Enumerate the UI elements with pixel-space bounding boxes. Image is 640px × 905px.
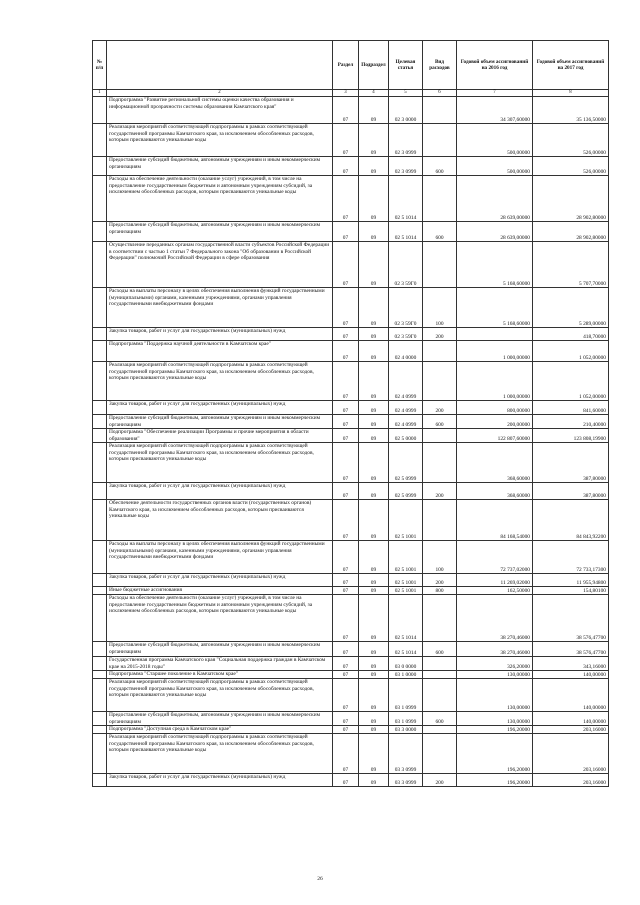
row-number-cell bbox=[93, 362, 107, 401]
row-section-cell: 07 bbox=[333, 500, 359, 541]
column-number: 8 bbox=[533, 90, 609, 97]
row-target-article-cell: 03 3 0999 bbox=[389, 734, 423, 774]
row-volume-2017-cell: 35 136,50000 bbox=[533, 97, 609, 124]
row-subsection-cell: 09 bbox=[359, 328, 389, 341]
row-volume-2016-cell: 28 639,00000 bbox=[457, 222, 533, 242]
row-section-cell: 07 bbox=[333, 483, 359, 500]
row-number-cell bbox=[93, 574, 107, 587]
row-subsection-cell: 09 bbox=[359, 500, 389, 541]
table-row bbox=[93, 483, 609, 500]
row-target-article-cell: 02 3 59Г0 bbox=[389, 242, 423, 288]
row-volume-2016-cell: 800,00000 bbox=[457, 401, 533, 415]
row-number-cell bbox=[93, 415, 107, 429]
row-expense-type-cell: 600 bbox=[423, 712, 457, 726]
row-subsection-cell: 09 bbox=[359, 671, 389, 679]
header-expense-type: Вид расходов bbox=[423, 41, 457, 90]
table-row bbox=[93, 341, 609, 362]
row-volume-2016-cell: 130,00000 bbox=[457, 679, 533, 712]
row-number-cell bbox=[93, 587, 107, 595]
row-expense-type-cell bbox=[423, 362, 457, 401]
row-target-article-cell: 02 5 0999 bbox=[389, 483, 423, 500]
row-expense-type-cell bbox=[423, 734, 457, 774]
row-number-cell bbox=[93, 774, 107, 787]
row-expense-type-cell bbox=[423, 679, 457, 712]
row-target-article-cell: 02 4 0000 bbox=[389, 341, 423, 362]
row-name-cell: Реализация мероприятий соответствующей подпрограммы в рамках соответствующей государственной программы Камчатского края, за исключением обособленных расходов, которым присваиваются уникальные коды bbox=[107, 362, 333, 401]
row-volume-2016-cell: 200,00000 bbox=[457, 415, 533, 429]
row-volume-2016-cell: 196,20000 bbox=[457, 774, 533, 787]
table-body bbox=[93, 97, 609, 787]
row-number-cell bbox=[93, 242, 107, 288]
table-header-row bbox=[93, 41, 609, 90]
row-volume-2016-cell: 500,00000 bbox=[457, 124, 533, 157]
row-name-cell: Осуществление переданных органам государственной власти субъектов Российской Федерации в соответствии с частью 1 статьи 7 Федерального закона "Об образовании в Российской Федерации" полномочий Российской Федерации в сфере образования bbox=[107, 242, 333, 288]
row-volume-2017-cell: 38 576,47700 bbox=[533, 595, 609, 642]
row-subsection-cell: 09 bbox=[359, 288, 389, 328]
row-target-article-cell: 02 5 1014 bbox=[389, 222, 423, 242]
row-expense-type-cell bbox=[423, 595, 457, 642]
row-subsection-cell: 09 bbox=[359, 726, 389, 734]
table-row bbox=[93, 642, 609, 657]
row-target-article-cell: 02 5 1014 bbox=[389, 642, 423, 657]
row-name-cell: Иные бюджетные ассигнования bbox=[107, 587, 333, 595]
row-subsection-cell: 09 bbox=[359, 734, 389, 774]
row-target-article-cell: 02 5 1014 bbox=[389, 176, 423, 222]
row-volume-2016-cell: 162,50000 bbox=[457, 587, 533, 595]
row-expense-type-cell bbox=[423, 429, 457, 443]
row-section-cell: 07 bbox=[333, 443, 359, 483]
row-expense-type-cell bbox=[423, 657, 457, 671]
table-row bbox=[93, 587, 609, 595]
row-section-cell: 07 bbox=[333, 595, 359, 642]
column-number: 7 bbox=[457, 90, 533, 97]
row-subsection-cell: 09 bbox=[359, 157, 389, 176]
row-volume-2016-cell: 5 168,60000 bbox=[457, 288, 533, 328]
row-section-cell: 07 bbox=[333, 415, 359, 429]
row-volume-2016-cell: 1 000,00000 bbox=[457, 362, 533, 401]
row-volume-2017-cell: 387,80000 bbox=[533, 483, 609, 500]
table-row bbox=[93, 734, 609, 774]
row-target-article-cell: 02 5 1001 bbox=[389, 574, 423, 587]
row-name-cell: Реализация мероприятий соответствующей подпрограммы в рамках соответствующей государственной программы Камчатского края, за исключением обособленных расходов, которым присваиваются уникальные коды bbox=[107, 734, 333, 774]
row-number-cell bbox=[93, 734, 107, 774]
page-number: 26 bbox=[317, 876, 323, 882]
table-row bbox=[93, 595, 609, 642]
row-section-cell: 07 bbox=[333, 97, 359, 124]
table-row bbox=[93, 97, 609, 124]
row-target-article-cell: 02 5 0000 bbox=[389, 429, 423, 443]
budget-document bbox=[92, 40, 608, 787]
row-target-article-cell: 03 3 0000 bbox=[389, 726, 423, 734]
row-name-cell: Закупка товаров, работ и услуг для государственных (муниципальных) нужд bbox=[107, 401, 333, 415]
table-row bbox=[93, 726, 609, 734]
row-number-cell bbox=[93, 657, 107, 671]
row-target-article-cell: 02 3 59Г0 bbox=[389, 328, 423, 341]
row-subsection-cell: 09 bbox=[359, 642, 389, 657]
row-section-cell: 07 bbox=[333, 176, 359, 222]
row-expense-type-cell: 600 bbox=[423, 642, 457, 657]
row-volume-2016-cell: 130,00000 bbox=[457, 671, 533, 679]
row-volume-2016-cell: 38 270,46000 bbox=[457, 642, 533, 657]
row-volume-2017-cell: 387,80000 bbox=[533, 443, 609, 483]
row-subsection-cell: 09 bbox=[359, 712, 389, 726]
column-number: 5 bbox=[389, 90, 423, 97]
row-volume-2016-cell: 11 269,02000 bbox=[457, 574, 533, 587]
row-volume-2017-cell: 5 289,00000 bbox=[533, 288, 609, 328]
row-section-cell: 07 bbox=[333, 587, 359, 595]
row-target-article-cell: 03 1 0999 bbox=[389, 679, 423, 712]
table-row bbox=[93, 443, 609, 483]
row-number-cell bbox=[93, 595, 107, 642]
table-row bbox=[93, 415, 609, 429]
row-name-cell: Закупка товаров, работ и услуг для государственных (муниципальных) нужд bbox=[107, 574, 333, 587]
row-name-cell: Расходы на обеспечение деятельности (оказание услуг) учреждений, в том числе на предоставление государственным бюджетным и автономным учреждениям субсидий, за исключением обособленных расходов, которым присваиваются уникальные коды bbox=[107, 176, 333, 222]
row-number-cell bbox=[93, 712, 107, 726]
row-section-cell: 07 bbox=[333, 328, 359, 341]
row-volume-2016-cell: 5 168,60000 bbox=[457, 242, 533, 288]
header-volume-2017: Годовой объем ассигнований на 2017 год bbox=[533, 41, 609, 90]
row-section-cell: 07 bbox=[333, 242, 359, 288]
row-expense-type-cell: 100 bbox=[423, 541, 457, 574]
row-number-cell bbox=[93, 726, 107, 734]
row-expense-type-cell bbox=[423, 176, 457, 222]
row-subsection-cell: 09 bbox=[359, 124, 389, 157]
row-volume-2017-cell: 28 902,80000 bbox=[533, 222, 609, 242]
row-number-cell bbox=[93, 401, 107, 415]
header-name bbox=[107, 41, 333, 90]
table-row bbox=[93, 574, 609, 587]
row-name-cell: Подпрограмма "Обеспечение реализации Программы и прочие мероприятия в области образования" bbox=[107, 429, 333, 443]
row-section-cell: 07 bbox=[333, 541, 359, 574]
row-volume-2017-cell: 140,00000 bbox=[533, 712, 609, 726]
table-row bbox=[93, 242, 609, 288]
row-section-cell: 07 bbox=[333, 642, 359, 657]
table-row bbox=[93, 362, 609, 401]
row-expense-type-cell: 200 bbox=[423, 574, 457, 587]
row-name-cell: Реализация мероприятий соответствующей подпрограммы в рамках соответствующей государственной программы Камчатского края, за исключением обособленных расходов, которым присваиваются уникальные коды bbox=[107, 124, 333, 157]
row-expense-type-cell: 100 bbox=[423, 288, 457, 328]
row-section-cell: 07 bbox=[333, 671, 359, 679]
row-volume-2017-cell: 526,00000 bbox=[533, 124, 609, 157]
row-expense-type-cell: 800 bbox=[423, 587, 457, 595]
row-volume-2017-cell: 28 902,80000 bbox=[533, 176, 609, 222]
column-number: 3 bbox=[333, 90, 359, 97]
row-expense-type-cell bbox=[423, 500, 457, 541]
row-subsection-cell: 09 bbox=[359, 443, 389, 483]
row-subsection-cell: 09 bbox=[359, 541, 389, 574]
row-subsection-cell: 09 bbox=[359, 242, 389, 288]
budget-table bbox=[92, 40, 609, 787]
row-section-cell: 07 bbox=[333, 774, 359, 787]
row-volume-2017-cell: 72 733,17300 bbox=[533, 541, 609, 574]
row-target-article-cell: 02 4 0999 bbox=[389, 401, 423, 415]
row-number-cell bbox=[93, 157, 107, 176]
row-volume-2017-cell: 84 843,92200 bbox=[533, 500, 609, 541]
row-target-article-cell: 03 1 0999 bbox=[389, 712, 423, 726]
row-number-cell bbox=[93, 328, 107, 341]
row-expense-type-cell: 600 bbox=[423, 415, 457, 429]
row-name-cell: Подпрограмма "Развитие региональной системы оценки качества образования и информационной прозрачности системы образования Камчатского края" bbox=[107, 97, 333, 124]
column-number: 6 bbox=[423, 90, 457, 97]
row-number-cell bbox=[93, 500, 107, 541]
row-volume-2016-cell: 326,20000 bbox=[457, 657, 533, 671]
row-volume-2016-cell: 38 270,46000 bbox=[457, 595, 533, 642]
column-number-row bbox=[93, 90, 609, 97]
row-volume-2017-cell: 203,16000 bbox=[533, 726, 609, 734]
row-volume-2016-cell: 122 807,60000 bbox=[457, 429, 533, 443]
row-subsection-cell: 09 bbox=[359, 774, 389, 787]
row-target-article-cell: 02 3 0000 bbox=[389, 97, 423, 124]
row-expense-type-cell: 200 bbox=[423, 774, 457, 787]
header-target-article: Целевая статья bbox=[389, 41, 423, 90]
row-expense-type-cell: 200 bbox=[423, 401, 457, 415]
column-number: 2 bbox=[107, 90, 333, 97]
row-section-cell: 07 bbox=[333, 657, 359, 671]
row-name-cell: Подпрограмма "Старшее поколение в Камчатском крае" bbox=[107, 671, 333, 679]
row-name-cell: Предоставление субсидий бюджетным, автономным учреждениям и иным некоммерческим организациям bbox=[107, 415, 333, 429]
row-subsection-cell: 09 bbox=[359, 595, 389, 642]
row-number-cell bbox=[93, 483, 107, 500]
row-name-cell: Предоставление субсидий бюджетным, автономным учреждениям и иным некоммерческим организациям bbox=[107, 642, 333, 657]
row-section-cell: 07 bbox=[333, 362, 359, 401]
row-volume-2016-cell: 72 737,02000 bbox=[457, 541, 533, 574]
row-target-article-cell: 02 5 1001 bbox=[389, 541, 423, 574]
row-volume-2017-cell: 343,16000 bbox=[533, 657, 609, 671]
row-volume-2016-cell: 130,00000 bbox=[457, 712, 533, 726]
row-expense-type-cell bbox=[423, 726, 457, 734]
row-number-cell bbox=[93, 288, 107, 328]
row-volume-2016-cell: 500,00000 bbox=[457, 157, 533, 176]
row-target-article-cell: 02 4 0999 bbox=[389, 362, 423, 401]
table-row bbox=[93, 774, 609, 787]
row-number-cell bbox=[93, 671, 107, 679]
row-name-cell: Закупка товаров, работ и услуг для государственных (муниципальных) нужд bbox=[107, 774, 333, 787]
row-number-cell bbox=[93, 222, 107, 242]
row-name-cell: Подпрограмма "Поддержка научной деятельности в Камчатском крае" bbox=[107, 341, 333, 362]
row-number-cell bbox=[93, 541, 107, 574]
row-volume-2017-cell: 11 955,94800 bbox=[533, 574, 609, 587]
row-section-cell: 07 bbox=[333, 734, 359, 774]
row-section-cell: 07 bbox=[333, 222, 359, 242]
table-row bbox=[93, 500, 609, 541]
row-volume-2016-cell: 196,20000 bbox=[457, 734, 533, 774]
row-volume-2017-cell: 203,16000 bbox=[533, 774, 609, 787]
table-row bbox=[93, 671, 609, 679]
row-subsection-cell: 09 bbox=[359, 97, 389, 124]
row-name-cell: Расходы на выплаты персоналу в целях обеспечения выполнения функций государственными (муниципальными) органами, казенными учреждениями, органами управления государственными внебюджетными фондами bbox=[107, 541, 333, 574]
row-volume-2017-cell: 140,00000 bbox=[533, 671, 609, 679]
row-subsection-cell: 09 bbox=[359, 679, 389, 712]
row-volume-2017-cell: 418,70000 bbox=[533, 328, 609, 341]
row-expense-type-cell bbox=[423, 443, 457, 483]
row-name-cell: Расходы на выплаты персоналу в целях обеспечения выполнения функций государственными (муниципальными) органами, казенными учреждениями, органами управления государственными внебюджетными фондами bbox=[107, 288, 333, 328]
row-name-cell: Реализация мероприятий соответствующей подпрограммы в рамках соответствующей государственной программы Камчатского края, за исключением обособленных расходов, которым присваиваются уникальные коды bbox=[107, 679, 333, 712]
table-row bbox=[93, 328, 609, 341]
row-section-cell: 07 bbox=[333, 679, 359, 712]
row-subsection-cell: 09 bbox=[359, 415, 389, 429]
row-number-cell bbox=[93, 176, 107, 222]
row-section-cell: 07 bbox=[333, 712, 359, 726]
row-section-cell: 07 bbox=[333, 124, 359, 157]
column-number: 1 bbox=[93, 90, 107, 97]
row-volume-2016-cell: 196,20000 bbox=[457, 726, 533, 734]
row-expense-type-cell: 600 bbox=[423, 157, 457, 176]
row-expense-type-cell: 200 bbox=[423, 483, 457, 500]
header-section: Раздел bbox=[333, 41, 359, 90]
row-name-cell: Реализация мероприятий соответствующей подпрограммы в рамках соответствующей государственной программы Камчатского края, за исключением обособленных расходов, которым присваиваются уникальные коды bbox=[107, 443, 333, 483]
row-target-article-cell: 02 3 59Г0 bbox=[389, 288, 423, 328]
row-target-article-cell: 03 0 0000 bbox=[389, 657, 423, 671]
row-volume-2016-cell bbox=[457, 328, 533, 341]
row-name-cell: Закупка товаров, работ и услуг для государственных (муниципальных) нужд bbox=[107, 483, 333, 500]
row-subsection-cell: 09 bbox=[359, 362, 389, 401]
row-volume-2017-cell: 123 808,19900 bbox=[533, 429, 609, 443]
row-section-cell: 07 bbox=[333, 401, 359, 415]
row-volume-2016-cell: 28 639,00000 bbox=[457, 176, 533, 222]
row-number-cell bbox=[93, 679, 107, 712]
row-expense-type-cell bbox=[423, 97, 457, 124]
column-number: 4 bbox=[359, 90, 389, 97]
row-target-article-cell: 02 4 0999 bbox=[389, 415, 423, 429]
row-target-article-cell: 02 5 0999 bbox=[389, 443, 423, 483]
row-target-article-cell: 02 3 0999 bbox=[389, 157, 423, 176]
table-row bbox=[93, 657, 609, 671]
row-target-article-cell: 02 3 0999 bbox=[389, 124, 423, 157]
table-row bbox=[93, 124, 609, 157]
header-subsection: Подраздел bbox=[359, 41, 389, 90]
header-number: № п/п bbox=[93, 41, 107, 90]
row-name-cell: Закупка товаров, работ и услуг для государственных (муниципальных) нужд bbox=[107, 328, 333, 341]
row-expense-type-cell: 600 bbox=[423, 222, 457, 242]
row-volume-2016-cell: 1 000,00000 bbox=[457, 341, 533, 362]
row-name-cell: Предоставление субсидий бюджетным, автономным учреждениям и иным некоммерческим организациям bbox=[107, 222, 333, 242]
row-volume-2017-cell: 1 052,00000 bbox=[533, 362, 609, 401]
row-volume-2017-cell: 5 707,70000 bbox=[533, 242, 609, 288]
row-volume-2017-cell: 140,00000 bbox=[533, 679, 609, 712]
row-section-cell: 07 bbox=[333, 429, 359, 443]
table-row bbox=[93, 288, 609, 328]
row-target-article-cell: 02 5 1014 bbox=[389, 595, 423, 642]
table-row bbox=[93, 679, 609, 712]
row-subsection-cell: 09 bbox=[359, 587, 389, 595]
row-name-cell: Государственная программа Камчатского края "Социальная поддержка граждан в Камчатском крае на 2015-2018 годы" bbox=[107, 657, 333, 671]
row-subsection-cell: 09 bbox=[359, 483, 389, 500]
row-section-cell: 07 bbox=[333, 341, 359, 362]
row-volume-2017-cell: 203,16000 bbox=[533, 734, 609, 774]
row-expense-type-cell bbox=[423, 124, 457, 157]
row-number-cell bbox=[93, 642, 107, 657]
row-number-cell bbox=[93, 97, 107, 124]
row-volume-2016-cell: 84 168,54000 bbox=[457, 500, 533, 541]
row-volume-2016-cell: 368,60000 bbox=[457, 443, 533, 483]
row-subsection-cell: 09 bbox=[359, 657, 389, 671]
row-target-article-cell: 02 5 1001 bbox=[389, 500, 423, 541]
row-volume-2017-cell: 154,80100 bbox=[533, 587, 609, 595]
row-name-cell: Подпрограмма "Доступная среда в Камчатском крае" bbox=[107, 726, 333, 734]
row-volume-2016-cell: 368,60000 bbox=[457, 483, 533, 500]
row-name-cell: Обеспечение деятельности государственных органов власти (государственных органов) Камчатского края, за исключением обособленных расходов, которым присваиваются уникальные коды bbox=[107, 500, 333, 541]
row-expense-type-cell: 200 bbox=[423, 328, 457, 341]
header-volume-2016: Годовой объем ассигнований на 2016 год bbox=[457, 41, 533, 90]
row-volume-2016-cell: 34 307,60000 bbox=[457, 97, 533, 124]
row-name-cell: Предоставление субсидий бюджетным, автономным учреждениям и иным некоммерческим организациям bbox=[107, 712, 333, 726]
row-name-cell: Предоставление субсидий бюджетным, автономным учреждениям и иным некоммерческим организациям bbox=[107, 157, 333, 176]
row-volume-2017-cell: 526,00000 bbox=[533, 157, 609, 176]
table-row bbox=[93, 401, 609, 415]
row-section-cell: 07 bbox=[333, 288, 359, 328]
row-number-cell bbox=[93, 124, 107, 157]
table-row bbox=[93, 157, 609, 176]
row-number-cell bbox=[93, 443, 107, 483]
row-section-cell: 07 bbox=[333, 157, 359, 176]
row-expense-type-cell bbox=[423, 671, 457, 679]
row-target-article-cell: 03 3 0999 bbox=[389, 774, 423, 787]
row-volume-2017-cell: 1 052,00000 bbox=[533, 341, 609, 362]
row-number-cell bbox=[93, 341, 107, 362]
row-expense-type-cell bbox=[423, 341, 457, 362]
row-subsection-cell: 09 bbox=[359, 574, 389, 587]
row-subsection-cell: 09 bbox=[359, 176, 389, 222]
row-volume-2017-cell: 210,40000 bbox=[533, 415, 609, 429]
row-target-article-cell: 02 5 1001 bbox=[389, 587, 423, 595]
row-volume-2017-cell: 38 576,47700 bbox=[533, 642, 609, 657]
row-section-cell: 07 bbox=[333, 574, 359, 587]
row-expense-type-cell bbox=[423, 242, 457, 288]
table-row bbox=[93, 541, 609, 574]
table-row bbox=[93, 712, 609, 726]
table-row bbox=[93, 429, 609, 443]
row-section-cell: 07 bbox=[333, 726, 359, 734]
row-name-cell: Расходы на обеспечение деятельности (оказание услуг) учреждений, в том числе на предоставление государственным бюджетным и автономным учреждениям субсидий, за исключением обособленных расходов, которым присваиваются уникальные коды bbox=[107, 595, 333, 642]
table-row bbox=[93, 176, 609, 222]
row-subsection-cell: 09 bbox=[359, 429, 389, 443]
table-row bbox=[93, 222, 609, 242]
row-subsection-cell: 09 bbox=[359, 222, 389, 242]
row-subsection-cell: 09 bbox=[359, 401, 389, 415]
row-target-article-cell: 03 1 0000 bbox=[389, 671, 423, 679]
row-number-cell bbox=[93, 429, 107, 443]
row-subsection-cell: 09 bbox=[359, 341, 389, 362]
row-volume-2017-cell: 841,60000 bbox=[533, 401, 609, 415]
